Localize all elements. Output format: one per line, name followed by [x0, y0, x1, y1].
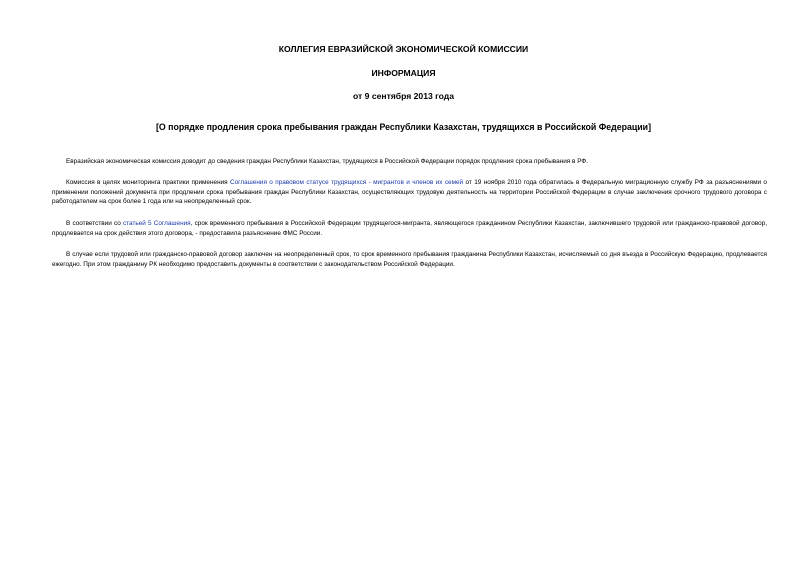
agreement-link[interactable]: Соглашения о правовом статусе трудящихся - мигрантов и членов их семей: [230, 179, 464, 187]
paragraph-2-text-start: Комиссия в целях мониторинга практики применения: [66, 179, 231, 187]
document-title: [О порядке продления срока пребывания граждан Республики Казахстан, трудящихся в Российской Федерации]: [155, 122, 652, 132]
paragraph-2: [52, 178, 767, 207]
paragraph-3-text-end: , срок временного пребывания в Российской Федерации трудящегося-мигранта, являющегося гражданином Республики Казахстан, заключившего трудовой или гражданско-правовой договор, продлевается на срок действия этого договора, - предоставила разъяснение ФМС России.: [52, 220, 767, 237]
paragraph-2-text-end: от 19 ноября 2010 года обратилась в Федеральную миграционную службу РФ за разъяснениями о применении положений документа при продлении срока пребывания граждан Республики Казахстан, осуществляющих трудовую деятельность на территории Российской Федерации в случае заключения срочного трудового договора с работодателем на срок более 1 года или на неопределенный срок.: [52, 179, 767, 206]
issuing-organization: КОЛЛЕГИЯ ЕВРАЗИЙСКОЙ ЭКОНОМИЧЕСКОЙ КОМИССИИ: [278, 44, 529, 54]
paragraph-4: В случае если трудовой или гражданско-правовой договор заключен на неопределенный срок, то срок временного пребывания гражданина Республики Казахстан, исчисляемый со дня въезда в Российскую Федерацию, продлевается ежегодно. При этом гражданину РК необходимо предоставить документы в соответствии с законодательством Российской Федерации.: [52, 251, 767, 268]
paragraph-3: [52, 219, 767, 238]
document-date: от 9 сентября 2013 года: [353, 91, 454, 101]
paragraph-3-text-start: В соответствии со: [66, 220, 123, 228]
article-5-link[interactable]: статьей 5 Соглашения: [122, 220, 191, 228]
document-type: ИНФОРМАЦИЯ: [371, 68, 436, 78]
paragraph-1: Евразийская экономическая комиссия доводит до сведения граждан Республики Казахстан, трудящихся в Российской Федерации порядок продления срока пребывания в РФ.: [66, 158, 589, 166]
